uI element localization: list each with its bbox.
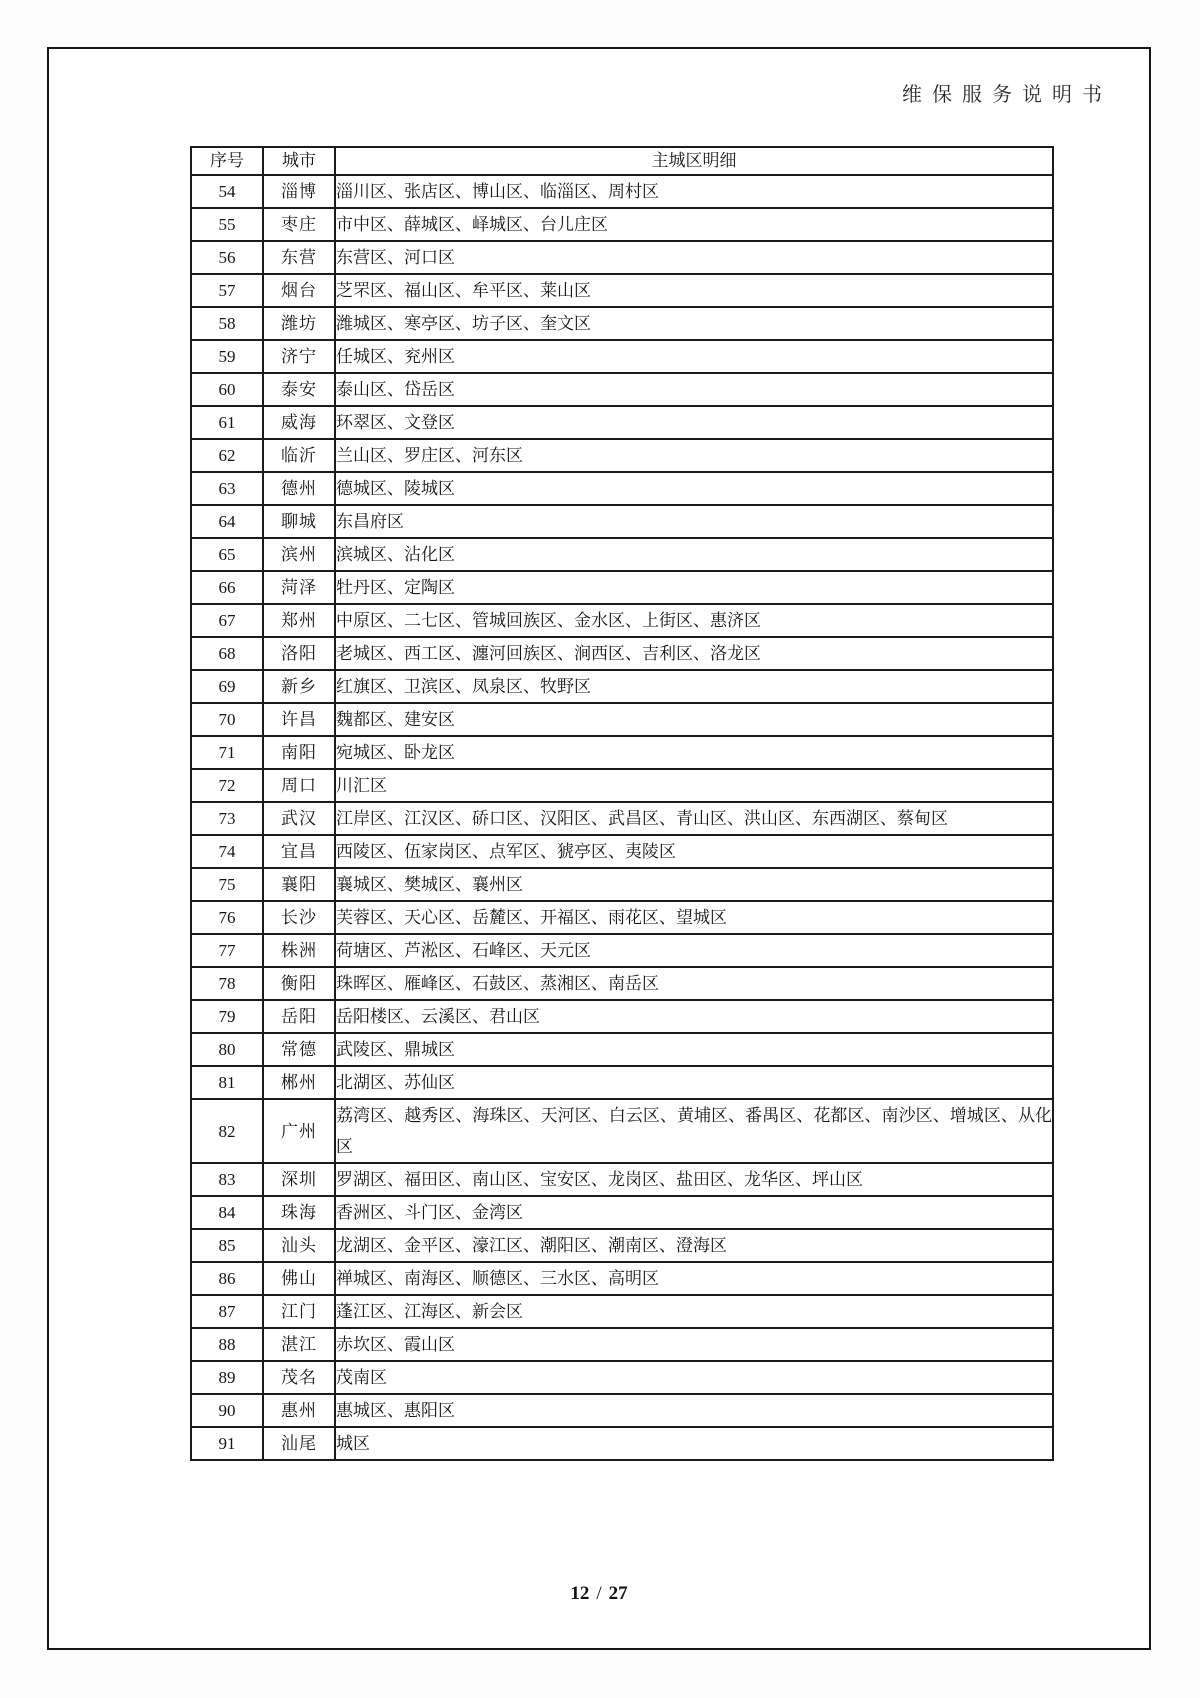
- districts-cell: 牡丹区、定陶区: [335, 571, 1053, 604]
- districts-cell: 滨城区、沾化区: [335, 538, 1053, 571]
- city-cell: 泰安: [263, 373, 335, 406]
- row-number-cell: 58: [191, 307, 263, 340]
- table-row: [191, 208, 1053, 241]
- table-row: [191, 637, 1053, 670]
- row-number-cell: 82: [191, 1099, 263, 1163]
- districts-cell: 中原区、二七区、管城回族区、金水区、上街区、惠济区: [335, 604, 1053, 637]
- districts-cell: 珠晖区、雁峰区、石鼓区、蒸湘区、南岳区: [335, 967, 1053, 1000]
- districts-cell: 红旗区、卫滨区、凤泉区、牧野区: [335, 670, 1053, 703]
- districts-cell: 兰山区、罗庄区、河东区: [335, 439, 1053, 472]
- city-cell: 潍坊: [263, 307, 335, 340]
- table-row: [191, 604, 1053, 637]
- table-row: [191, 241, 1053, 274]
- row-number-cell: 63: [191, 472, 263, 505]
- districts-cell: 环翠区、文登区: [335, 406, 1053, 439]
- districts-cell: 武陵区、鼎城区: [335, 1033, 1053, 1066]
- districts-cell: 东营区、河口区: [335, 241, 1053, 274]
- table-row: [191, 670, 1053, 703]
- table-row: [191, 274, 1053, 307]
- document-header: 维保服务说明书: [902, 84, 1112, 106]
- table-row: [191, 835, 1053, 868]
- table-row: [191, 505, 1053, 538]
- city-cell: 襄阳: [263, 868, 335, 901]
- districts-cell: 泰山区、岱岳区: [335, 373, 1053, 406]
- districts-cell: 芝罘区、福山区、牟平区、莱山区: [335, 274, 1053, 307]
- table-row: [191, 439, 1053, 472]
- districts-cell: 东昌府区: [335, 505, 1053, 538]
- table-row: [191, 1000, 1053, 1033]
- city-cell: 珠海: [263, 1196, 335, 1229]
- page-number-total: 27: [608, 1583, 628, 1604]
- table-row: [191, 1328, 1053, 1361]
- districts-cell: 北湖区、苏仙区: [335, 1066, 1053, 1099]
- row-number-cell: 88: [191, 1328, 263, 1361]
- row-number-cell: 54: [191, 175, 263, 208]
- row-number-cell: 62: [191, 439, 263, 472]
- row-number-cell: 85: [191, 1229, 263, 1262]
- city-cell: 菏泽: [263, 571, 335, 604]
- districts-table: [190, 146, 1054, 1461]
- row-number-cell: 87: [191, 1295, 263, 1328]
- districts-cell: 德城区、陵城区: [335, 472, 1053, 505]
- row-number-cell: 69: [191, 670, 263, 703]
- districts-cell: 荔湾区、越秀区、海珠区、天河区、白云区、黄埔区、番禺区、花都区、南沙区、增城区、从化区: [335, 1099, 1053, 1163]
- page-number: [47, 1583, 1151, 1605]
- table-row: [191, 736, 1053, 769]
- page-number-current: 12: [570, 1583, 590, 1604]
- row-number-cell: 57: [191, 274, 263, 307]
- districts-cell: 城区: [335, 1427, 1053, 1460]
- districts-cell: 蓬江区、江海区、新会区: [335, 1295, 1053, 1328]
- table-row: [191, 340, 1053, 373]
- districts-cell: 罗湖区、福田区、南山区、宝安区、龙岗区、盐田区、龙华区、坪山区: [335, 1163, 1053, 1196]
- city-cell: 株洲: [263, 934, 335, 967]
- row-number-cell: 74: [191, 835, 263, 868]
- table-row: [191, 175, 1053, 208]
- col-header-districts: 主城区明细: [335, 147, 1053, 175]
- row-number-cell: 66: [191, 571, 263, 604]
- city-cell: 新乡: [263, 670, 335, 703]
- table-row: [191, 1361, 1053, 1394]
- table-row: [191, 769, 1053, 802]
- table-row: [191, 472, 1053, 505]
- city-cell: 湛江: [263, 1328, 335, 1361]
- city-cell: 郴州: [263, 1066, 335, 1099]
- districts-cell: 岳阳楼区、云溪区、君山区: [335, 1000, 1053, 1033]
- row-number-cell: 55: [191, 208, 263, 241]
- col-header-no: 序号: [191, 147, 263, 175]
- table-row: [191, 1099, 1053, 1163]
- city-cell: 聊城: [263, 505, 335, 538]
- city-cell: 南阳: [263, 736, 335, 769]
- col-header-city: 城市: [263, 147, 335, 175]
- city-cell: 汕头: [263, 1229, 335, 1262]
- districts-cell: 龙湖区、金平区、濠江区、潮阳区、潮南区、澄海区: [335, 1229, 1053, 1262]
- districts-cell: 禅城区、南海区、顺德区、三水区、高明区: [335, 1262, 1053, 1295]
- city-cell: 岳阳: [263, 1000, 335, 1033]
- districts-cell: 香洲区、斗门区、金湾区: [335, 1196, 1053, 1229]
- row-number-cell: 75: [191, 868, 263, 901]
- row-number-cell: 90: [191, 1394, 263, 1427]
- row-number-cell: 80: [191, 1033, 263, 1066]
- city-cell: 惠州: [263, 1394, 335, 1427]
- city-cell: 深圳: [263, 1163, 335, 1196]
- city-cell: 许昌: [263, 703, 335, 736]
- row-number-cell: 68: [191, 637, 263, 670]
- row-number-cell: 86: [191, 1262, 263, 1295]
- districts-cell: 芙蓉区、天心区、岳麓区、开福区、雨花区、望城区: [335, 901, 1053, 934]
- table-row: [191, 901, 1053, 934]
- city-cell: 济宁: [263, 340, 335, 373]
- city-cell: 常德: [263, 1033, 335, 1066]
- row-number-cell: 83: [191, 1163, 263, 1196]
- table-row: [191, 1163, 1053, 1196]
- row-number-cell: 72: [191, 769, 263, 802]
- districts-cell: 茂南区: [335, 1361, 1053, 1394]
- row-number-cell: 71: [191, 736, 263, 769]
- row-number-cell: 77: [191, 934, 263, 967]
- row-number-cell: 65: [191, 538, 263, 571]
- city-cell: 周口: [263, 769, 335, 802]
- districts-cell: 赤坎区、霞山区: [335, 1328, 1053, 1361]
- districts-cell: 惠城区、惠阳区: [335, 1394, 1053, 1427]
- row-number-cell: 76: [191, 901, 263, 934]
- table-row: [191, 406, 1053, 439]
- districts-cell: 荷塘区、芦淞区、石峰区、天元区: [335, 934, 1053, 967]
- row-number-cell: 73: [191, 802, 263, 835]
- table-header-row: [191, 147, 1053, 175]
- row-number-cell: 67: [191, 604, 263, 637]
- districts-cell: 川汇区: [335, 769, 1053, 802]
- districts-cell: 潍城区、寒亭区、坊子区、奎文区: [335, 307, 1053, 340]
- table-row: [191, 1066, 1053, 1099]
- table-row: [191, 1295, 1053, 1328]
- city-cell: 广州: [263, 1099, 335, 1163]
- table-row: [191, 934, 1053, 967]
- districts-cell: 任城区、兖州区: [335, 340, 1053, 373]
- row-number-cell: 70: [191, 703, 263, 736]
- city-cell: 江门: [263, 1295, 335, 1328]
- districts-cell: 西陵区、伍家岗区、点军区、猇亭区、夷陵区: [335, 835, 1053, 868]
- table-row: [191, 373, 1053, 406]
- districts-cell: 魏都区、建安区: [335, 703, 1053, 736]
- districts-cell: 襄城区、樊城区、襄州区: [335, 868, 1053, 901]
- city-cell: 长沙: [263, 901, 335, 934]
- city-cell: 滨州: [263, 538, 335, 571]
- city-cell: 威海: [263, 406, 335, 439]
- table-row: [191, 967, 1053, 1000]
- table-row: [191, 703, 1053, 736]
- page-number-separator: /: [596, 1583, 602, 1604]
- city-cell: 衡阳: [263, 967, 335, 1000]
- row-number-cell: 56: [191, 241, 263, 274]
- table-row: [191, 1196, 1053, 1229]
- row-number-cell: 81: [191, 1066, 263, 1099]
- districts-cell: 江岸区、江汉区、硚口区、汉阳区、武昌区、青山区、洪山区、东西湖区、蔡甸区: [335, 802, 1053, 835]
- row-number-cell: 61: [191, 406, 263, 439]
- row-number-cell: 91: [191, 1427, 263, 1460]
- table-row: [191, 538, 1053, 571]
- city-cell: 武汉: [263, 802, 335, 835]
- table-body: [191, 175, 1053, 1460]
- city-cell: 宜昌: [263, 835, 335, 868]
- table-row: [191, 1262, 1053, 1295]
- districts-cell: 市中区、薛城区、峄城区、台儿庄区: [335, 208, 1053, 241]
- city-cell: 烟台: [263, 274, 335, 307]
- table-row: [191, 868, 1053, 901]
- districts-cell: 淄川区、张店区、博山区、临淄区、周村区: [335, 175, 1053, 208]
- row-number-cell: 84: [191, 1196, 263, 1229]
- city-cell: 枣庄: [263, 208, 335, 241]
- city-cell: 佛山: [263, 1262, 335, 1295]
- table-row: [191, 571, 1053, 604]
- city-cell: 东营: [263, 241, 335, 274]
- districts-cell: 宛城区、卧龙区: [335, 736, 1053, 769]
- districts-cell: 老城区、西工区、瀍河回族区、涧西区、吉利区、洛龙区: [335, 637, 1053, 670]
- city-cell: 茂名: [263, 1361, 335, 1394]
- table-row: [191, 802, 1053, 835]
- row-number-cell: 78: [191, 967, 263, 1000]
- city-cell: 淄博: [263, 175, 335, 208]
- row-number-cell: 64: [191, 505, 263, 538]
- table-row: [191, 1394, 1053, 1427]
- table-row: [191, 1229, 1053, 1262]
- city-cell: 洛阳: [263, 637, 335, 670]
- table-row: [191, 307, 1053, 340]
- table-row: [191, 1427, 1053, 1460]
- city-cell: 德州: [263, 472, 335, 505]
- city-cell: 郑州: [263, 604, 335, 637]
- row-number-cell: 60: [191, 373, 263, 406]
- city-cell: 临沂: [263, 439, 335, 472]
- city-cell: 汕尾: [263, 1427, 335, 1460]
- table-header: [191, 147, 1053, 175]
- table-row: [191, 1033, 1053, 1066]
- row-number-cell: 79: [191, 1000, 263, 1033]
- row-number-cell: 59: [191, 340, 263, 373]
- row-number-cell: 89: [191, 1361, 263, 1394]
